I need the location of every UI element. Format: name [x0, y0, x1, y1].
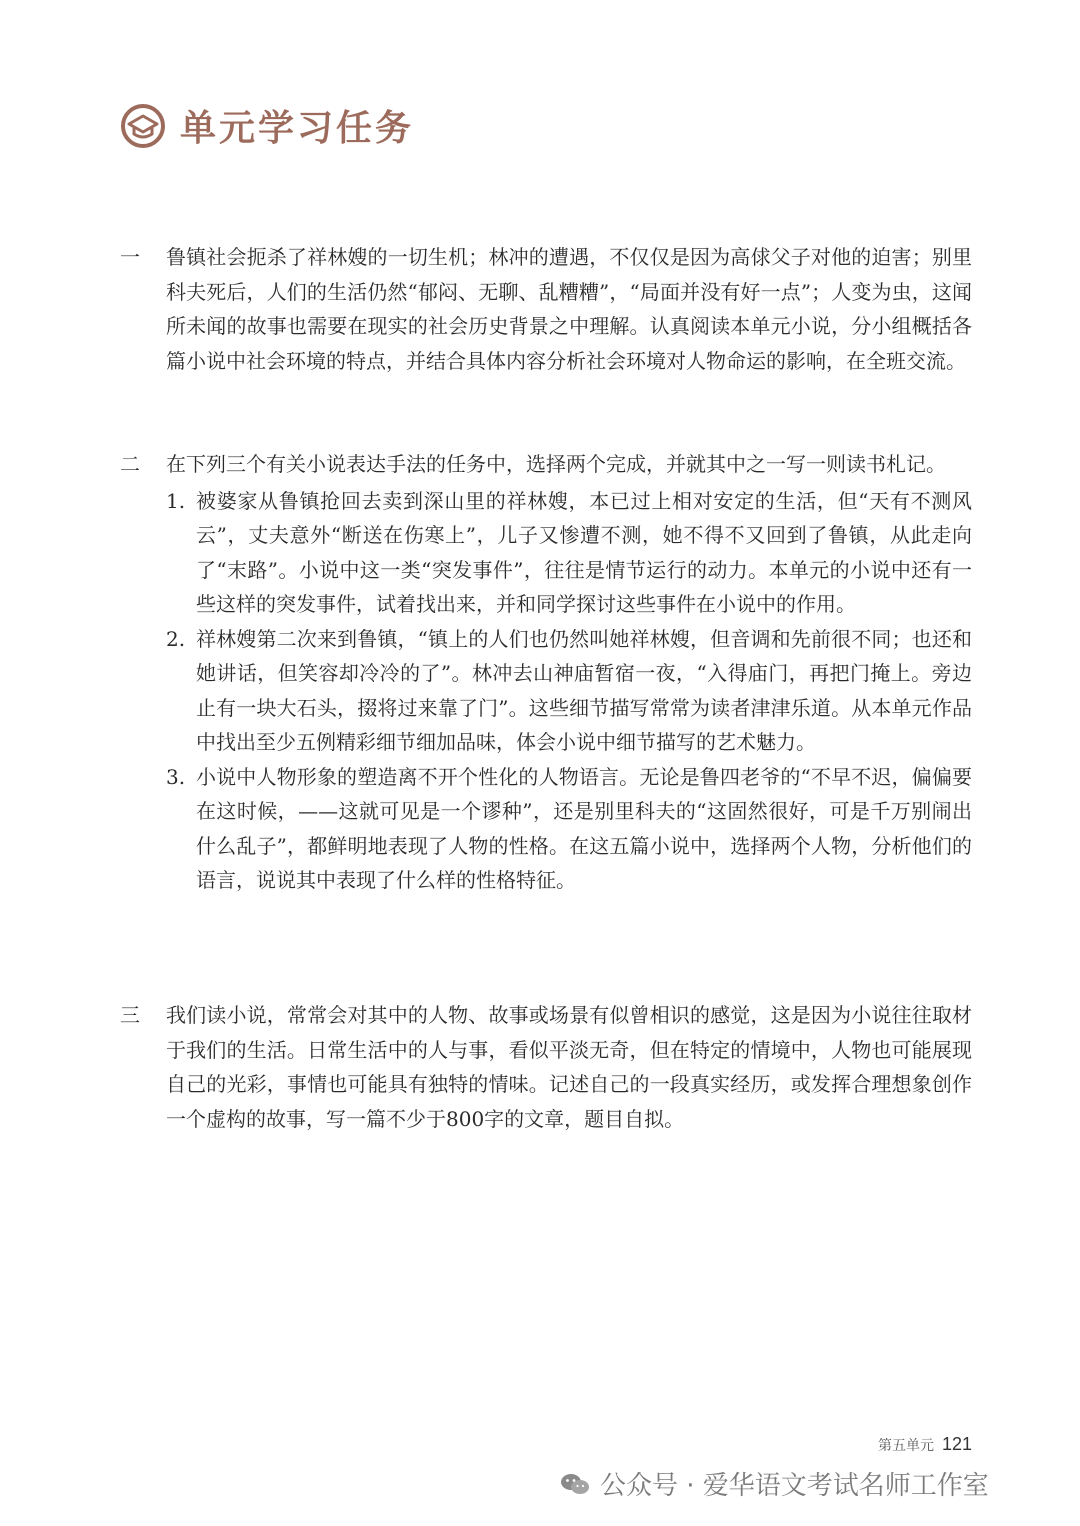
page-footer: [878, 1434, 972, 1455]
task-text: 我们读小说，常常会对其中的人物、故事或场景有似曾相识的感觉，这是因为小说往往取材于我们的生活。日常生活中的人与事，看似平淡无奇，但在特定的情境中，人物也可能展现自己的光彩，事情也可能具有独特的情味。记述自己的一段真实经历，或发挥合理想象创作一个虚构的故事，写一篇不少于800字的文章，题目自拟。: [166, 1003, 972, 1131]
sub-task-item: [166, 622, 972, 760]
task-number: 三: [120, 1003, 140, 1027]
watermark-text: 公众号 · 爱华语文考试名师工作室: [600, 1471, 989, 1501]
task-item: [120, 447, 972, 898]
task-item: [120, 240, 972, 378]
page-header: [120, 100, 414, 151]
sub-task-list: [120, 484, 972, 898]
graduation-cap-icon: [120, 103, 166, 149]
task-item: [120, 998, 972, 1136]
page-number: 121: [941, 1434, 972, 1454]
sub-task-number: 1.: [166, 488, 186, 513]
page-title: 单元学习任务: [180, 108, 415, 149]
task-text: 鲁镇社会扼杀了祥林嫂的一切生机；林冲的遭遇，不仅仅是因为高俅父子对他的迫害；别里科夫死后，人们的生活仍然“郁闷、无聊、乱糟糟”，“局面并没有好一点”；人变为虫，这闻所未闻的故事也需要在现实的社会历史背景之中理解。认真阅读本单元小说，分小组概括各篇小说中社会环境的特点，并结合具体内容分析社会环境对人物命运的影响，在全班交流。: [166, 245, 972, 373]
wechat-icon: [560, 1472, 590, 1496]
sub-task-text: 祥林嫂第二次来到鲁镇，“镇上的人们也仍然叫她祥林嫂，但音调和先前很不同；也还和她讲话，但笑容却冷冷的了”。林冲去山神庙暂宿一夜，“入得庙门，再把门掩上。旁边止有一块大石头，掇将过来靠了门”。这些细节描写常常为读者津津乐道。从本单元作品中找出至少五例精彩细节细加品味，体会小说中细节描写的艺术魅力。: [196, 626, 972, 754]
sub-task-item: [166, 484, 972, 622]
sub-task-text: 小说中人物形象的塑造离不开个性化的人物语言。无论是鲁四老爷的“不早不迟，偏偏要在这时候，——这就可见是一个谬种”，还是别里科夫的“这固然很好，可是千万别闹出什么乱子”，都鲜明地表现了人物的性格。在这五篇小说中，选择两个人物，分析他们的语言，说说其中表现了什么样的性格特征。: [196, 764, 972, 892]
task-number: 一: [120, 245, 140, 269]
sub-task-number: 3.: [166, 764, 186, 789]
task-text: 在下列三个有关小说表达手法的任务中，选择两个完成，并就其中之一写一则读书札记。: [166, 452, 946, 476]
sub-task-text: 被婆家从鲁镇抢回去卖到深山里的祥林嫂，本已过上相对安定的生活，但“天有不测风云”，丈夫意外“断送在伤寒上”，儿子又惨遭不测，她不得不又回到了鲁镇，从此走向了“末路”。小说中这一类“突发事件”，往往是情节运行的动力。本单元的小说中还有一些这样的突发事件，试着找出来，并和同学探讨这些事件在小说中的作用。: [196, 488, 972, 616]
unit-label: 第五单元: [877, 1438, 934, 1454]
wechat-watermark: [560, 1465, 989, 1502]
task-number: 二: [120, 452, 140, 476]
sub-task-number: 2.: [166, 626, 186, 651]
sub-task-item: [166, 760, 972, 898]
